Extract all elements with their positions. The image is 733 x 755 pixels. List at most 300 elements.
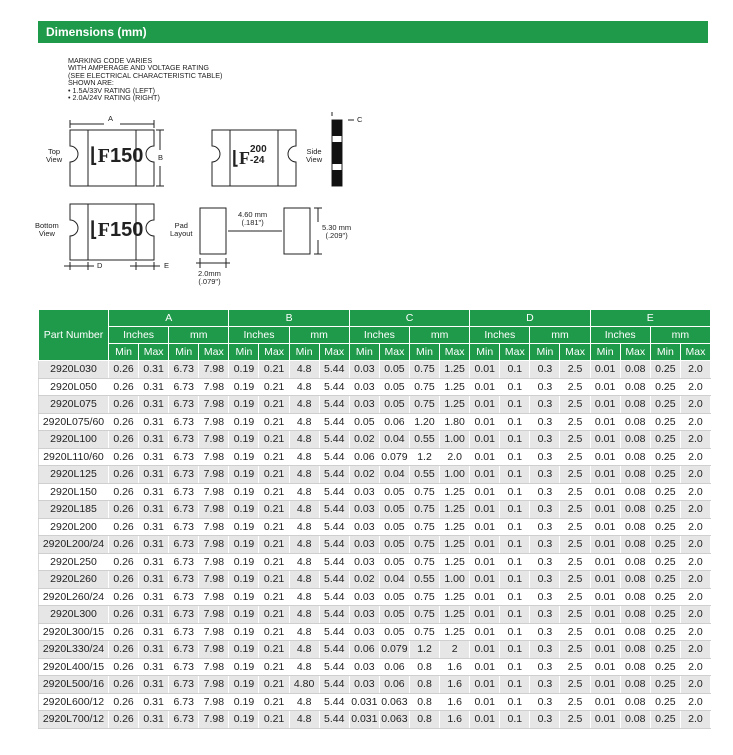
value-cell: 0.079 xyxy=(379,641,409,659)
table-row xyxy=(39,361,711,379)
value-cell: 0.3 xyxy=(530,378,560,396)
value-cell: 0.19 xyxy=(229,378,259,396)
value-cell: 1.00 xyxy=(440,466,470,484)
value-cell: 5.44 xyxy=(319,466,349,484)
value-cell: 0.3 xyxy=(530,658,560,676)
value-cell: 0.1 xyxy=(500,466,530,484)
value-cell: 0.08 xyxy=(620,711,650,729)
value-cell: 6.73 xyxy=(169,396,199,414)
value-cell: 0.21 xyxy=(259,413,289,431)
value-cell: 0.31 xyxy=(139,361,169,379)
value-cell: 0.1 xyxy=(500,623,530,641)
max-header: Max xyxy=(560,344,590,361)
value-cell: 0.19 xyxy=(229,448,259,466)
value-cell: 0.3 xyxy=(530,606,560,624)
value-cell: 2.0 xyxy=(680,658,710,676)
value-cell: 0.01 xyxy=(470,483,500,501)
value-cell: 0.03 xyxy=(349,588,379,606)
group-header-b: B xyxy=(229,310,349,327)
value-cell: 0.01 xyxy=(590,518,620,536)
value-cell: 7.98 xyxy=(199,413,229,431)
table-row xyxy=(39,588,711,606)
value-cell: 0.31 xyxy=(139,711,169,729)
min-header: Min xyxy=(229,344,259,361)
value-cell: 0.25 xyxy=(650,378,680,396)
max-header: Max xyxy=(199,344,229,361)
value-cell: 7.98 xyxy=(199,483,229,501)
value-cell: 0.26 xyxy=(109,693,139,711)
value-cell: 0.05 xyxy=(379,361,409,379)
value-cell: 0.75 xyxy=(409,518,439,536)
value-cell: 0.21 xyxy=(259,571,289,589)
value-cell: 6.73 xyxy=(169,641,199,659)
value-cell: 0.3 xyxy=(530,518,560,536)
part-number-cell: 2920L600/12 xyxy=(39,693,109,711)
unit-header-inches: Inches xyxy=(470,327,530,344)
value-cell: 0.3 xyxy=(530,588,560,606)
value-cell: 0.06 xyxy=(349,448,379,466)
value-cell: 0.03 xyxy=(349,378,379,396)
value-cell: 0.06 xyxy=(379,413,409,431)
value-cell: 1.25 xyxy=(440,501,470,519)
value-cell: 0.26 xyxy=(109,536,139,554)
value-cell: 0.01 xyxy=(470,676,500,694)
value-cell: 0.05 xyxy=(379,553,409,571)
value-cell: 0.19 xyxy=(229,623,259,641)
value-cell: 0.19 xyxy=(229,483,259,501)
value-cell: 0.1 xyxy=(500,711,530,729)
value-cell: 2.5 xyxy=(560,378,590,396)
value-cell: 0.01 xyxy=(590,553,620,571)
value-cell: 0.05 xyxy=(379,518,409,536)
value-cell: 0.01 xyxy=(470,501,500,519)
max-header: Max xyxy=(440,344,470,361)
value-cell: 2.5 xyxy=(560,361,590,379)
value-cell: 1.2 xyxy=(409,448,439,466)
value-cell: 0.21 xyxy=(259,623,289,641)
value-cell: 0.3 xyxy=(530,466,560,484)
value-cell: 0.31 xyxy=(139,466,169,484)
value-cell: 0.04 xyxy=(379,466,409,484)
value-cell: 5.44 xyxy=(319,378,349,396)
value-cell: 0.3 xyxy=(530,501,560,519)
value-cell: 7.98 xyxy=(199,553,229,571)
note-line: • 2.0A/24V RATING (RIGHT) xyxy=(68,93,160,103)
value-cell: 4.8 xyxy=(289,501,319,519)
value-cell: 5.44 xyxy=(319,693,349,711)
table-row xyxy=(39,501,711,519)
value-cell: 0.031 xyxy=(349,693,379,711)
value-cell: 0.01 xyxy=(470,693,500,711)
value-cell: 1.6 xyxy=(440,658,470,676)
table-row xyxy=(39,431,711,449)
max-header: Max xyxy=(319,344,349,361)
value-cell: 0.05 xyxy=(379,606,409,624)
value-cell: 2.0 xyxy=(440,448,470,466)
table-row xyxy=(39,396,711,414)
value-cell: 0.01 xyxy=(590,431,620,449)
value-cell: 0.21 xyxy=(259,553,289,571)
value-cell: 4.8 xyxy=(289,711,319,729)
value-cell: 2.0 xyxy=(680,518,710,536)
value-cell: 7.98 xyxy=(199,501,229,519)
dim-b-label: B xyxy=(158,153,164,162)
group-header-a: A xyxy=(109,310,229,327)
value-cell: 0.3 xyxy=(530,448,560,466)
value-cell: 6.73 xyxy=(169,378,199,396)
value-cell: 0.1 xyxy=(500,658,530,676)
marking-logo-left: ⌊F150 xyxy=(90,145,144,167)
value-cell: 4.8 xyxy=(289,413,319,431)
min-header: Min xyxy=(289,344,319,361)
value-cell: 2.5 xyxy=(560,518,590,536)
value-cell: 0.19 xyxy=(229,413,259,431)
value-cell: 5.44 xyxy=(319,641,349,659)
value-cell: 0.01 xyxy=(590,658,620,676)
unit-header-mm: mm xyxy=(650,327,710,344)
value-cell: 0.31 xyxy=(139,483,169,501)
value-cell: 0.01 xyxy=(590,483,620,501)
value-cell: 0.31 xyxy=(139,553,169,571)
value-cell: 0.05 xyxy=(379,396,409,414)
value-cell: 2.0 xyxy=(680,693,710,711)
value-cell: 0.01 xyxy=(470,641,500,659)
marking-logo-bottom: ⌊F150 xyxy=(90,219,144,241)
value-cell: 0.01 xyxy=(590,378,620,396)
value-cell: 5.44 xyxy=(319,711,349,729)
value-cell: 0.01 xyxy=(470,606,500,624)
value-cell: 2.5 xyxy=(560,483,590,501)
value-cell: 0.08 xyxy=(620,431,650,449)
value-cell: 0.25 xyxy=(650,711,680,729)
pad-layout-label: Pad Layout xyxy=(170,221,193,238)
part-number-cell: 2920L500/16 xyxy=(39,676,109,694)
value-cell: 1.2 xyxy=(409,641,439,659)
value-cell: 6.73 xyxy=(169,693,199,711)
value-cell: 0.25 xyxy=(650,641,680,659)
value-cell: 5.44 xyxy=(319,536,349,554)
value-cell: 0.19 xyxy=(229,571,259,589)
value-cell: 0.3 xyxy=(530,553,560,571)
value-cell: 5.44 xyxy=(319,553,349,571)
value-cell: 0.08 xyxy=(620,536,650,554)
value-cell: 0.08 xyxy=(620,518,650,536)
value-cell: 2.0 xyxy=(680,571,710,589)
part-number-cell: 2920L330/24 xyxy=(39,641,109,659)
value-cell: 0.31 xyxy=(139,536,169,554)
value-cell: 7.98 xyxy=(199,571,229,589)
value-cell: 4.8 xyxy=(289,606,319,624)
value-cell: 0.31 xyxy=(139,588,169,606)
value-cell: 0.08 xyxy=(620,448,650,466)
value-cell: 0.25 xyxy=(650,658,680,676)
value-cell: 0.26 xyxy=(109,676,139,694)
value-cell: 5.44 xyxy=(319,676,349,694)
value-cell: 0.3 xyxy=(530,711,560,729)
value-cell: 0.19 xyxy=(229,553,259,571)
value-cell: 2.5 xyxy=(560,606,590,624)
part-number-cell: 2920L200/24 xyxy=(39,536,109,554)
value-cell: 0.19 xyxy=(229,501,259,519)
value-cell: 0.19 xyxy=(229,361,259,379)
value-cell: 0.08 xyxy=(620,693,650,711)
value-cell: 1.80 xyxy=(440,413,470,431)
value-cell: 1.25 xyxy=(440,396,470,414)
value-cell: 1.25 xyxy=(440,588,470,606)
value-cell: 0.25 xyxy=(650,396,680,414)
value-cell: 0.03 xyxy=(349,483,379,501)
table-row xyxy=(39,553,711,571)
value-cell: 0.02 xyxy=(349,466,379,484)
value-cell: 0.19 xyxy=(229,641,259,659)
value-cell: 7.98 xyxy=(199,693,229,711)
value-cell: 0.21 xyxy=(259,361,289,379)
value-cell: 0.25 xyxy=(650,431,680,449)
value-cell: 2.5 xyxy=(560,413,590,431)
value-cell: 5.44 xyxy=(319,518,349,536)
value-cell: 0.19 xyxy=(229,466,259,484)
value-cell: 4.8 xyxy=(289,553,319,571)
unit-header-inches: Inches xyxy=(590,327,650,344)
value-cell: 4.8 xyxy=(289,623,319,641)
max-header: Max xyxy=(259,344,289,361)
value-cell: 0.19 xyxy=(229,396,259,414)
part-number-cell: 2920L185 xyxy=(39,501,109,519)
value-cell: 0.25 xyxy=(650,501,680,519)
value-cell: 0.03 xyxy=(349,396,379,414)
value-cell: 0.26 xyxy=(109,361,139,379)
marking-notes xyxy=(68,57,222,101)
table-row xyxy=(39,693,711,711)
value-cell: 7.98 xyxy=(199,518,229,536)
value-cell: 0.3 xyxy=(530,693,560,711)
value-cell: 0.01 xyxy=(590,501,620,519)
value-cell: 2.0 xyxy=(680,536,710,554)
value-cell: 0.75 xyxy=(409,536,439,554)
value-cell: 5.44 xyxy=(319,396,349,414)
value-cell: 0.75 xyxy=(409,606,439,624)
value-cell: 6.73 xyxy=(169,466,199,484)
min-header: Min xyxy=(590,344,620,361)
value-cell: 0.3 xyxy=(530,413,560,431)
value-cell: 0.03 xyxy=(349,501,379,519)
value-cell: 0.06 xyxy=(379,676,409,694)
value-cell: 0.1 xyxy=(500,693,530,711)
value-cell: 0.31 xyxy=(139,501,169,519)
value-cell: 0.3 xyxy=(530,641,560,659)
value-cell: 2.0 xyxy=(680,623,710,641)
drawing-lines xyxy=(30,110,430,300)
value-cell: 0.25 xyxy=(650,466,680,484)
value-cell: 0.03 xyxy=(349,676,379,694)
max-header: Max xyxy=(680,344,710,361)
value-cell: 0.08 xyxy=(620,658,650,676)
value-cell: 5.44 xyxy=(319,658,349,676)
value-cell: 7.98 xyxy=(199,676,229,694)
value-cell: 0.1 xyxy=(500,483,530,501)
value-cell: 0.21 xyxy=(259,448,289,466)
value-cell: 0.26 xyxy=(109,431,139,449)
value-cell: 4.8 xyxy=(289,361,319,379)
value-cell: 0.01 xyxy=(470,378,500,396)
value-cell: 0.3 xyxy=(530,361,560,379)
value-cell: 0.31 xyxy=(139,448,169,466)
value-cell: 2.0 xyxy=(680,553,710,571)
value-cell: 0.03 xyxy=(349,518,379,536)
value-cell: 4.8 xyxy=(289,571,319,589)
value-cell: 5.44 xyxy=(319,571,349,589)
value-cell: 1.00 xyxy=(440,431,470,449)
table-row xyxy=(39,676,711,694)
value-cell: 0.1 xyxy=(500,553,530,571)
value-cell: 0.26 xyxy=(109,553,139,571)
value-cell: 0.063 xyxy=(379,693,409,711)
value-cell: 0.08 xyxy=(620,553,650,571)
part-number-cell: 2920L050 xyxy=(39,378,109,396)
value-cell: 0.02 xyxy=(349,571,379,589)
marking-logo-right: ⌊F xyxy=(232,148,251,168)
value-cell: 2.5 xyxy=(560,711,590,729)
value-cell: 2.0 xyxy=(680,711,710,729)
value-cell: 0.1 xyxy=(500,448,530,466)
value-cell: 6.73 xyxy=(169,518,199,536)
unit-header-mm: mm xyxy=(530,327,590,344)
part-number-cell: 2920L300 xyxy=(39,606,109,624)
value-cell: 0.21 xyxy=(259,501,289,519)
mechanical-drawing xyxy=(30,110,430,300)
value-cell: 0.31 xyxy=(139,623,169,641)
value-cell: 2.5 xyxy=(560,536,590,554)
value-cell: 2.5 xyxy=(560,693,590,711)
value-cell: 0.31 xyxy=(139,396,169,414)
value-cell: 0.21 xyxy=(259,431,289,449)
value-cell: 0.3 xyxy=(530,676,560,694)
value-cell: 1.25 xyxy=(440,553,470,571)
value-cell: 0.21 xyxy=(259,676,289,694)
value-cell: 0.08 xyxy=(620,588,650,606)
value-cell: 0.1 xyxy=(500,571,530,589)
value-cell: 2.5 xyxy=(560,623,590,641)
value-cell: 0.75 xyxy=(409,501,439,519)
value-cell: 0.26 xyxy=(109,518,139,536)
value-cell: 0.05 xyxy=(379,501,409,519)
value-cell: 0.01 xyxy=(590,466,620,484)
value-cell: 7.98 xyxy=(199,588,229,606)
value-cell: 0.05 xyxy=(379,378,409,396)
table-row xyxy=(39,641,711,659)
part-number-cell: 2920L200 xyxy=(39,518,109,536)
value-cell: 0.8 xyxy=(409,693,439,711)
value-cell: 0.01 xyxy=(590,641,620,659)
value-cell: 0.75 xyxy=(409,553,439,571)
side-view-label: Side View xyxy=(306,147,323,164)
value-cell: 4.8 xyxy=(289,693,319,711)
dim-c-label: C xyxy=(357,115,363,124)
unit-header-inches: Inches xyxy=(349,327,409,344)
value-cell: 6.73 xyxy=(169,711,199,729)
value-cell: 1.25 xyxy=(440,483,470,501)
value-cell: 0.01 xyxy=(590,536,620,554)
value-cell: 6.73 xyxy=(169,571,199,589)
value-cell: 6.73 xyxy=(169,431,199,449)
note-line: WITH AMPERAGE AND VOLTAGE RATING xyxy=(68,63,209,73)
value-cell: 0.01 xyxy=(590,588,620,606)
value-cell: 0.05 xyxy=(379,623,409,641)
value-cell: 0.55 xyxy=(409,466,439,484)
group-header-d: D xyxy=(470,310,590,327)
value-cell: 0.06 xyxy=(379,658,409,676)
value-cell: 0.03 xyxy=(349,553,379,571)
value-cell: 0.08 xyxy=(620,676,650,694)
value-cell: 0.75 xyxy=(409,396,439,414)
value-cell: 0.1 xyxy=(500,378,530,396)
table-row xyxy=(39,483,711,501)
value-cell: 0.25 xyxy=(650,588,680,606)
value-cell: 0.19 xyxy=(229,536,259,554)
value-cell: 2.0 xyxy=(680,431,710,449)
value-cell: 0.19 xyxy=(229,431,259,449)
value-cell: 0.01 xyxy=(470,658,500,676)
value-cell: 5.44 xyxy=(319,501,349,519)
value-cell: 0.31 xyxy=(139,658,169,676)
value-cell: 0.31 xyxy=(139,606,169,624)
value-cell: 0.01 xyxy=(590,676,620,694)
value-cell: 0.21 xyxy=(259,658,289,676)
value-cell: 0.21 xyxy=(259,536,289,554)
value-cell: 6.73 xyxy=(169,501,199,519)
top-view-label: Top View xyxy=(46,147,63,164)
value-cell: 0.01 xyxy=(470,711,500,729)
value-cell: 0.04 xyxy=(379,571,409,589)
value-cell: 7.98 xyxy=(199,711,229,729)
value-cell: 4.8 xyxy=(289,641,319,659)
value-cell: 0.19 xyxy=(229,693,259,711)
value-cell: 0.26 xyxy=(109,606,139,624)
table-row xyxy=(39,378,711,396)
value-cell: 2.5 xyxy=(560,658,590,676)
note-line: (SEE ELECTRICAL CHARACTERISTIC TABLE) xyxy=(68,70,223,80)
value-cell: 0.05 xyxy=(379,588,409,606)
value-cell: 0.01 xyxy=(470,396,500,414)
value-cell: 0.1 xyxy=(500,606,530,624)
table-row xyxy=(39,448,711,466)
value-cell: 0.25 xyxy=(650,693,680,711)
value-cell: 1.6 xyxy=(440,676,470,694)
value-cell: 2.5 xyxy=(560,448,590,466)
value-cell: 2.0 xyxy=(680,361,710,379)
part-number-cell: 2920L400/15 xyxy=(39,658,109,676)
value-cell: 0.19 xyxy=(229,711,259,729)
value-cell: 0.031 xyxy=(349,711,379,729)
value-cell: 0.06 xyxy=(349,641,379,659)
value-cell: 0.1 xyxy=(500,431,530,449)
value-cell: 0.21 xyxy=(259,518,289,536)
value-cell: 2.5 xyxy=(560,571,590,589)
value-cell: 5.44 xyxy=(319,413,349,431)
value-cell: 2.5 xyxy=(560,466,590,484)
value-cell: 2.0 xyxy=(680,378,710,396)
part-number-cell: 2920L075/60 xyxy=(39,413,109,431)
value-cell: 0.25 xyxy=(650,571,680,589)
value-cell: 0.1 xyxy=(500,536,530,554)
value-cell: 4.8 xyxy=(289,466,319,484)
value-cell: 0.01 xyxy=(590,606,620,624)
value-cell: 0.05 xyxy=(349,413,379,431)
value-cell: 6.73 xyxy=(169,588,199,606)
value-cell: 2.5 xyxy=(560,641,590,659)
value-cell: 0.01 xyxy=(590,396,620,414)
value-cell: 4.8 xyxy=(289,588,319,606)
